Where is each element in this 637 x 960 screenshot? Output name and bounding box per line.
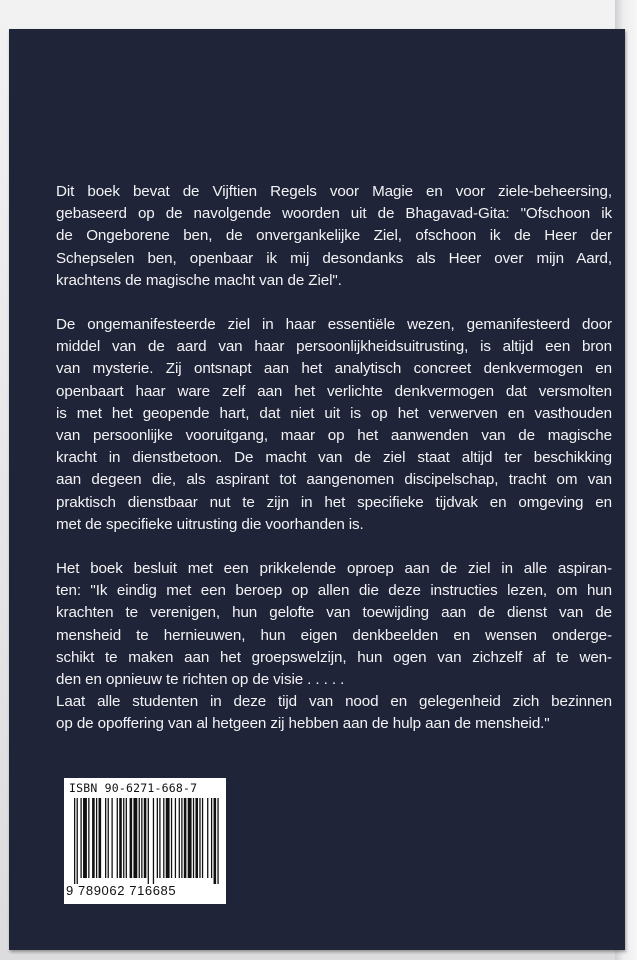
blurb-line: mensheid te hernieuwen, hun eigen denkbeelden en wensen onderge-	[56, 626, 612, 644]
blurb-paragraph-3	[56, 558, 612, 736]
blurb-line: schikt te maken aan het groepswelzijn, hun ogen van zichzelf af te wen-	[56, 648, 612, 666]
blurb-line: den en opnieuw te richten op de visie . . . . .	[56, 671, 345, 689]
blurb-line: Dit boek bevat de Vijftien Regels voor Magie en voor ziele-beheersing,	[56, 183, 612, 200]
blurb-line: krachtens de magische macht van de Ziel".	[56, 271, 342, 289]
ean-number: 9 789062 716685	[66, 883, 177, 898]
barcode-label	[64, 778, 226, 904]
blurb-line: aan degeen die, als aspirant tot aangenomen discipelschap, tracht om van	[56, 471, 612, 489]
blurb-line: van persoonlijke vooruitgang, maar op het aanwenden van de magische	[56, 427, 612, 445]
blurb-line: Het boek besluit met een prikkelende oproep aan de ziel in alle aspiran-	[56, 560, 612, 578]
isbn-number: ISBN 90-6271-668-7	[69, 781, 198, 795]
blurb-line: krachten te verenigen, hun gelofte van toewijding aan de dienst van de	[56, 604, 612, 622]
blurb-line: gebaseerd op de navolgende woorden uit de Bhagavad-Gita: "Ofschoon ik	[56, 205, 612, 223]
blurb-line: praktisch dienstbaar nut te zijn in het specifieke tijdvak en omgeving en	[56, 493, 612, 511]
blurb-line: kracht in dienstbetoon. De macht van de ziel staat altijd ter beschikking	[56, 449, 612, 467]
blurb-line: openbaart haar ware zelf aan het verlichte denkvermogen dat versmolten	[56, 382, 612, 400]
barcode-icon	[74, 798, 220, 884]
blurb-line: met de specifieke uitrusting die voorhanden is.	[56, 515, 364, 533]
blurb-line: is met het geopende hart, dat niet uit is op het verwerven en vasthouden	[56, 404, 612, 422]
blurb-line: Schepselen ben, openbaar ik mij desondanks als Heer over mijn Aard,	[56, 249, 612, 267]
blurb-line: de Ongeborene ben, de onvergankelijke Ziel, ofschoon ik de Heer der	[56, 227, 612, 245]
blurb-line: ten: "Ik eindig met een beroep op allen die deze instructies lezen, om hun	[56, 582, 612, 600]
blurb-line: Laat alle studenten in deze tijd van nood en gelegenheid zich bezinnen	[56, 693, 612, 711]
blurb-text	[56, 181, 612, 758]
blurb-paragraph-2	[56, 314, 612, 536]
blurb-line: van mysterie. Zij ontsnapt aan het analytisch concreet denkvermogen en	[56, 360, 612, 378]
blurb-paragraph-1	[56, 181, 612, 292]
blurb-line: De ongemanifesteerde ziel in haar essentiële wezen, gemanifesteerd door	[56, 316, 612, 334]
blurb-line: middel van de aard van haar persoonlijkheidsuitrusting, is altijd een bron	[56, 338, 612, 356]
blurb-line: op de opoffering van al hetgeen zij hebben aan de hulp aan de mensheid."	[56, 715, 550, 733]
